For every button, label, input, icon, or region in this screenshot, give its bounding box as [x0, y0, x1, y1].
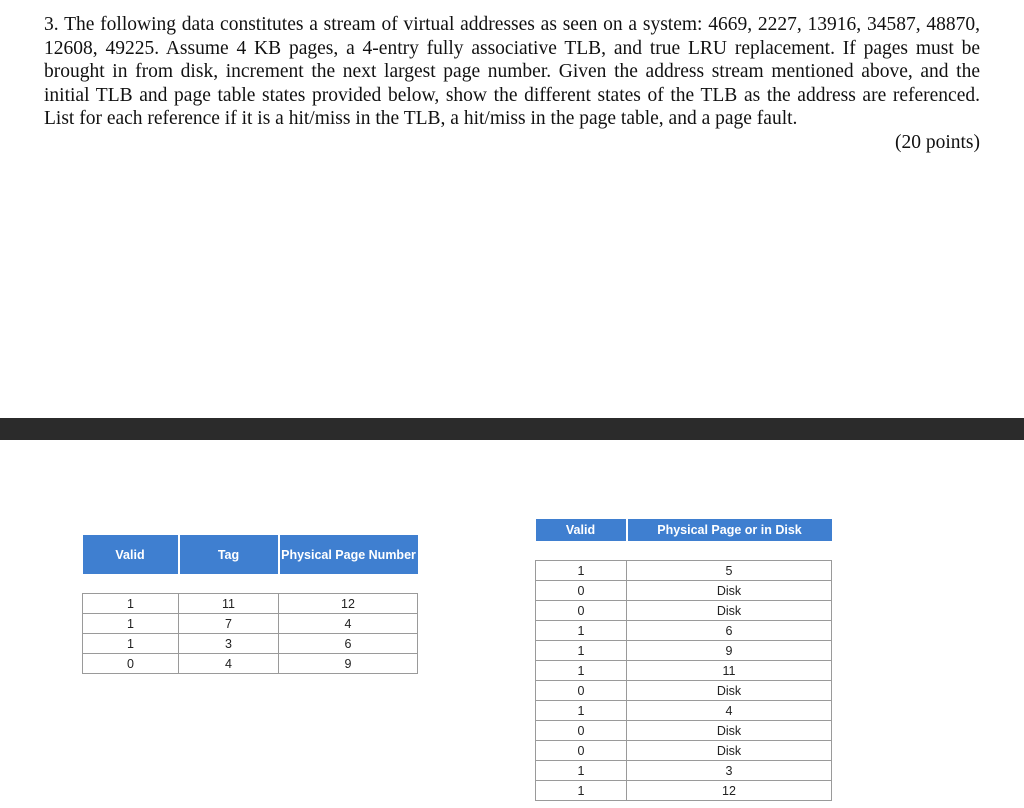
tlb-valid-cell: 1: [83, 634, 179, 654]
tlb-header-row: [83, 535, 418, 574]
pt-ppd-cell: 4: [627, 701, 832, 721]
table-row: [536, 741, 832, 761]
pt-valid-cell: 0: [536, 741, 627, 761]
tlb-header-tag: Tag: [179, 535, 279, 574]
page-table: [535, 519, 832, 801]
pt-ppd-cell: 9: [627, 641, 832, 661]
tlb-valid-cell: 1: [83, 594, 179, 614]
divider-band: [0, 418, 1024, 440]
pt-valid-cell: 1: [536, 761, 627, 781]
pt-valid-cell: 0: [536, 681, 627, 701]
table-row: [536, 721, 832, 741]
tlb-ppn-cell: 6: [279, 634, 418, 654]
table-row: [83, 654, 418, 674]
pt-ppd-cell: 6: [627, 621, 832, 641]
pt-ppd-cell: Disk: [627, 741, 832, 761]
question-text-block: [44, 13, 980, 155]
pt-ppd-cell: Disk: [627, 581, 832, 601]
pt-header-row: [536, 519, 832, 541]
pt-ppd-cell: 12: [627, 781, 832, 801]
tlb-valid-cell: 0: [83, 654, 179, 674]
pt-ppd-cell: 5: [627, 561, 832, 581]
pt-ppd-cell: 3: [627, 761, 832, 781]
pt-header-ppd: Physical Page or in Disk: [627, 519, 832, 541]
table-row: [536, 781, 832, 801]
pt-valid-cell: 1: [536, 621, 627, 641]
tlb-tag-cell: 7: [179, 614, 279, 634]
table-row: [536, 621, 832, 641]
pt-valid-cell: 1: [536, 641, 627, 661]
table-row: [536, 661, 832, 681]
pt-valid-cell: 0: [536, 581, 627, 601]
table-row: [83, 594, 418, 614]
question-body: The following data constitutes a stream of virtual addresses as seen on a system: 4669, 2227, 13916, 34587, 48870, 12608, 49225. Assume 4 KB pages, a 4-entry fully associative TLB, and true LRU replacement. If pages must be brought in from disk, increment the next largest page number. Given the address stream mentioned above, and the initial TLB and page table states provided below, show the different states of the TLB as the address are referenced. List for each reference if it is a hit/miss in the TLB, a hit/miss in the page table, and a page fault.: [44, 14, 980, 130]
tlb-header-ppn: Physical Page Number: [279, 535, 418, 574]
pt-ppd-cell: Disk: [627, 681, 832, 701]
tlb-tag-cell: 3: [179, 634, 279, 654]
pt-valid-cell: 0: [536, 721, 627, 741]
table-row: [536, 601, 832, 621]
pt-valid-cell: 1: [536, 701, 627, 721]
pt-valid-cell: 0: [536, 601, 627, 621]
question-number: 3.: [44, 14, 59, 35]
pt-ppd-cell: Disk: [627, 601, 832, 621]
pt-valid-cell: 1: [536, 781, 627, 801]
table-row: [83, 614, 418, 634]
tlb-ppn-cell: 9: [279, 654, 418, 674]
pt-ppd-cell: Disk: [627, 721, 832, 741]
table-row: [536, 641, 832, 661]
tlb-ppn-cell: 12: [279, 594, 418, 614]
table-row: [83, 634, 418, 654]
tlb-tag-cell: 11: [179, 594, 279, 614]
table-row: [536, 681, 832, 701]
tlb-table: [82, 535, 418, 674]
tlb-tag-cell: 4: [179, 654, 279, 674]
table-row: [536, 581, 832, 601]
table-row: [536, 561, 832, 581]
pt-ppd-cell: 11: [627, 661, 832, 681]
pt-header-valid: Valid: [536, 519, 627, 541]
pt-valid-cell: 1: [536, 661, 627, 681]
table-row: [536, 701, 832, 721]
tlb-valid-cell: 1: [83, 614, 179, 634]
table-row: [536, 761, 832, 781]
pt-valid-cell: 1: [536, 561, 627, 581]
tlb-header-valid: Valid: [83, 535, 179, 574]
points-label: (20 points): [894, 131, 980, 153]
tlb-ppn-cell: 4: [279, 614, 418, 634]
